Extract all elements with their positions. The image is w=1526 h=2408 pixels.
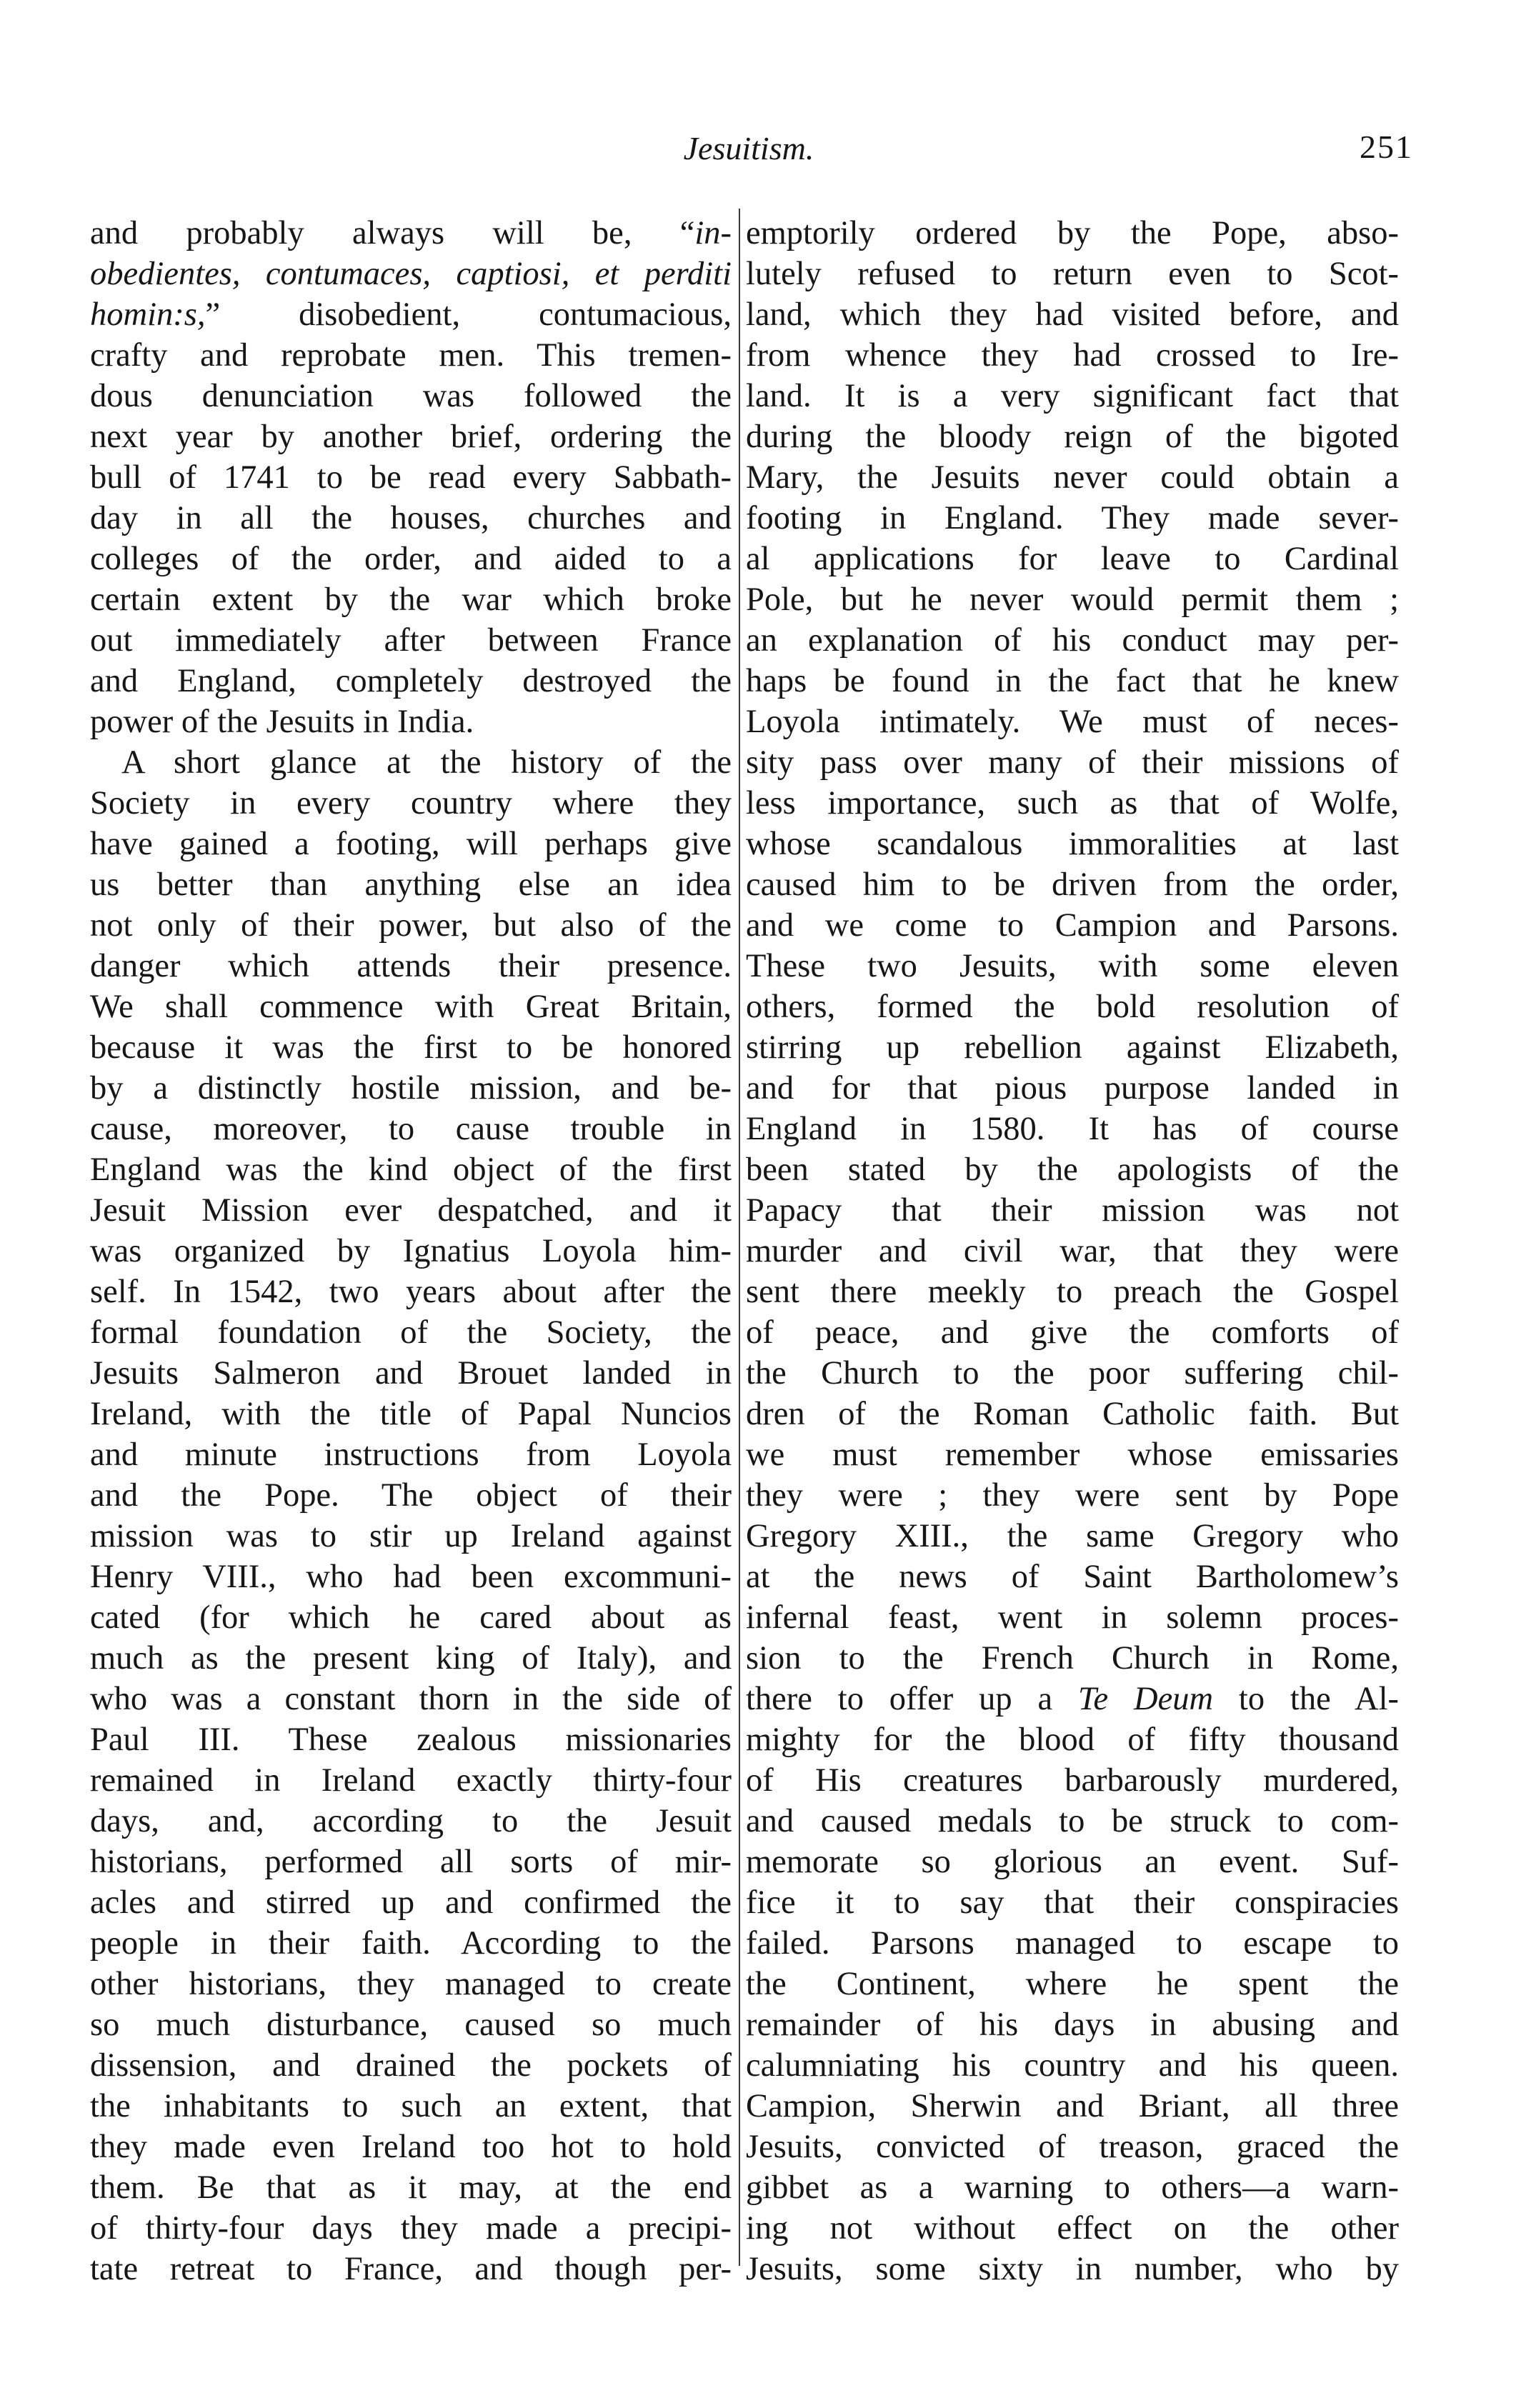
line-text: gibbet as a warning to others—a warn- [746,2169,1399,2206]
text-line [746,2127,1399,2167]
line-text: dissension, and drained the pockets of [90,2047,732,2084]
text-line [90,1557,732,1597]
text-line [90,1475,732,1516]
line-text: ” disobedient, contumacious, [205,296,732,333]
text-line [746,1923,1399,1964]
line-text: they were ; they were sent by Pope [746,1477,1399,1514]
line-text: during the bloody reign of the bigoted [746,419,1399,455]
line-text: remainder of his days in abusing and [746,2007,1399,2043]
line-text: at the news of Saint Bartholomew’s [746,1559,1399,1595]
line-text: was organized by Ignatius Loyola him- [90,1233,732,1269]
text-line [90,2127,732,2167]
line-text: and caused medals to be struck to com- [746,1803,1399,1839]
line-text: lutely refused to return even to Scot- [746,256,1399,292]
line-text: mission was to stir up Ireland against [90,1518,732,1554]
text-line [90,1312,732,1353]
line-text: dren of the Roman Catholic faith. But [746,1396,1399,1432]
text-line [746,1149,1399,1190]
text-line [746,416,1399,457]
text-line [90,1964,732,2004]
text-line [746,1353,1399,1394]
line-text: day in all the houses, churches and [90,500,732,536]
text-line [746,254,1399,294]
text-line [746,1394,1399,1434]
text-line [746,701,1399,742]
text-line [746,1597,1399,1638]
line-text: an explanation of his conduct may per- [746,622,1399,659]
text-line [90,539,732,579]
line-text: Jesuits Salmeron and Brouet landed in [90,1355,732,1392]
line-text: danger which attends their presence. [90,948,732,984]
text-line [90,783,732,824]
text-line [746,1231,1399,1272]
text-line [90,1842,732,1882]
line-text: cated (for which he cared about as [90,1599,732,1636]
text-line [746,2208,1399,2249]
text-line [90,905,732,946]
line-text: us better than anything else an idea [90,866,732,903]
right-column [746,213,1399,2289]
italic-text: obedientes, contumaces, captiosi, et perditi [90,256,732,292]
line-text: England was the kind object of the first [90,1151,732,1188]
line-text: Pole, but he never would permit them ; [746,581,1399,618]
line-text: stirring up rebellion against Elizabeth, [746,1029,1399,1066]
text-line [90,701,732,742]
text-line [746,498,1399,539]
text-line [90,2045,732,2086]
line-text: tate retreat to France, and though per- [90,2251,732,2287]
line-text: and the Pope. The object of their [90,1477,732,1514]
text-line [746,1434,1399,1475]
line-text: next year by another brief, ordering the [90,419,732,455]
text-line [746,1679,1399,1719]
line-text: been stated by the apologists of the [746,1151,1399,1188]
text-line [746,2086,1399,2127]
line-text: Loyola intimately. We must of neces- [746,704,1399,740]
line-text: calumniating his country and his queen. [746,2047,1399,2084]
text-line [746,905,1399,946]
text-line [746,2004,1399,2045]
text-line [90,824,732,864]
line-text: the Church to the poor suffering chil- [746,1355,1399,1392]
text-line [90,2249,732,2289]
line-text: failed. Parsons managed to escape to [746,1925,1399,1962]
text-line [90,1597,732,1638]
text-line [90,1272,732,1312]
line-text: the Continent, where he spent the [746,1966,1399,2002]
text-line [90,1149,732,1190]
line-text: sion to the French Church in Rome, [746,1640,1399,1677]
line-text: so much disturbance, caused so much [90,2007,732,2043]
text-line [746,1027,1399,1068]
column-divider [739,209,740,2266]
italic-text: homin:s, [90,296,206,333]
text-line [746,1719,1399,1760]
left-column [90,213,732,2289]
text-line [90,1882,732,1923]
line-text: al applications for leave to Cardinal [746,541,1399,577]
text-line [90,1190,732,1231]
line-text: emptorily ordered by the Pope, abso- [746,215,1399,251]
line-text: colleges of the order, and aided to a [90,541,732,577]
text-line [746,1475,1399,1516]
line-text: because it was the first to be honored [90,1029,732,1066]
text-line [746,2249,1399,2289]
text-line [90,2004,732,2045]
text-line [90,579,732,620]
text-line [90,2086,732,2127]
line-text: we must remember whose emissaries [746,1437,1399,1473]
text-line [746,1760,1399,1801]
text-line [90,1027,732,1068]
line-text: them. Be that as it may, at the end [90,2169,732,2206]
line-text: Jesuits, some sixty in number, who by [746,2251,1399,2287]
line-text: remained in Ireland exactly thirty-four [90,1762,732,1799]
line-text: Ireland, with the title of Papal Nuncios [90,1396,732,1432]
text-line [90,1068,732,1109]
line-text: Campion, Sherwin and Briant, all three [746,2088,1399,2124]
text-line [746,1068,1399,1109]
text-line [746,457,1399,498]
line-text: other historians, they managed to create [90,1966,732,2002]
text-line [90,1679,732,1719]
text-line [90,2208,732,2249]
line-text: haps be found in the fact that he knew [746,663,1399,699]
line-text: Society in every country where they [90,785,732,821]
line-text: Mary, the Jesuits never could obtain a [746,459,1399,496]
text-line [746,986,1399,1027]
text-line [746,539,1399,579]
text-line [90,498,732,539]
line-text: out immediately after between France [90,622,732,659]
text-line [90,661,732,701]
line-text: infernal feast, went in solemn proces- [746,1599,1399,1636]
line-text: Jesuits, convicted of treason, graced the [746,2129,1399,2165]
text-line [746,1801,1399,1842]
running-title: Jesuitism. [683,130,814,166]
text-line [746,946,1399,986]
line-text: days, and, according to the Jesuit [90,1803,732,1839]
line-text: have gained a footing, will perhaps give [90,826,732,862]
text-line [746,1964,1399,2004]
text-line [90,1353,732,1394]
text-line [90,946,732,986]
text-line [90,1516,732,1557]
line-text: sent there meekly to preach the Gospel [746,1274,1399,1310]
text-line [746,1109,1399,1149]
text-line [90,294,732,335]
line-text: murder and civil war, that they were [746,1233,1399,1269]
line-text: cause, moreover, to cause trouble in [90,1111,732,1147]
text-line [90,1923,732,1964]
line-text: footing in England. They made sever- [746,500,1399,536]
text-line [746,1557,1399,1597]
line-text: historians, performed all sorts of mir- [90,1844,732,1880]
line-text: who was a constant thorn in the side of [90,1681,732,1717]
line-text: whose scandalous immoralities at last [746,826,1399,862]
line-text: and for that pious purpose landed in [746,1070,1399,1106]
text-line [90,2167,732,2208]
page-number: 251 [1360,129,1413,165]
line-text: less importance, such as that of Wolfe, [746,785,1399,821]
text-line [90,864,732,905]
text-line [746,1272,1399,1312]
line-text: and we come to Campion and Parsons. [746,907,1399,944]
text-line [90,254,732,294]
text-line [90,1719,732,1760]
text-line [90,986,732,1027]
line-text: Papacy that their mission was not [746,1192,1399,1229]
text-line [746,579,1399,620]
text-line [90,1109,732,1149]
text-line [90,1394,732,1434]
text-line [90,416,732,457]
line-text: formal foundation of the Society, the [90,1314,732,1351]
line-text: acles and stirred up and confirmed the [90,1884,732,1921]
text-line [90,213,732,254]
line-text: crafty and reprobate men. This tremen- [90,337,732,374]
text-line [746,661,1399,701]
line-text: of peace, and give the comforts of [746,1314,1399,1351]
line-text: and probably always will be, “ [90,215,695,251]
line-text: Gregory XIII., the same Gregory who [746,1518,1399,1554]
text-line [746,1312,1399,1353]
line-text: to the Al- [1213,1681,1399,1717]
line-text: fice it to say that their conspiracies [746,1884,1399,1921]
line-text: they made even Ireland too hot to hold [90,2129,732,2165]
text-line [90,1801,732,1842]
text-line [746,335,1399,376]
line-text: there to offer up a [746,1681,1078,1717]
text-line [746,376,1399,416]
line-text: people in their faith. According to the [90,1925,732,1962]
text-line [90,620,732,661]
text-line [90,1231,732,1272]
line-text: Henry VIII., who had been excommuni- [90,1559,732,1595]
line-text: sity pass over many of their missions of [746,744,1399,781]
text-line [90,1434,732,1475]
text-line [90,457,732,498]
line-text: memorate so glorious an event. Suf- [746,1844,1399,1880]
text-line [90,742,732,783]
text-line [746,783,1399,824]
text-line [746,1842,1399,1882]
text-line [90,1760,732,1801]
line-text: not only of their power, but also of the [90,907,732,944]
line-text: ing not without effect on the other [746,2210,1399,2247]
line-text: land, which they had visited before, and [746,296,1399,333]
text-line [746,1516,1399,1557]
line-text: land. It is a very significant fact that [746,378,1399,414]
text-line [746,742,1399,783]
line-text: England in 1580. It has of course [746,1111,1399,1147]
text-line [746,1190,1399,1231]
line-text: Jesuit Mission ever despatched, and it [90,1192,732,1229]
text-line [746,213,1399,254]
line-text: bull of 1741 to be read every Sabbath- [90,459,732,496]
line-text: power of the Jesuits in India. [90,704,474,740]
text-line [90,335,732,376]
line-text: self. In 1542, two years about after the [90,1274,732,1310]
italic-text: Te Deum [1077,1681,1214,1717]
line-text: of His creatures barbarously murdered, [746,1762,1399,1799]
italic-text: in- [694,215,732,251]
line-text: A short glance at the history of the [121,744,732,781]
line-text: much as the present king of Italy), and [90,1640,732,1677]
line-text: from whence they had crossed to Ire- [746,337,1399,374]
line-text: dous denunciation was followed the [90,378,732,414]
line-text: Paul III. These zealous missionaries [90,1722,732,1758]
line-text: by a distinctly hostile mission, and be- [90,1070,732,1106]
text-line [746,2045,1399,2086]
text-line [746,620,1399,661]
line-text: others, formed the bold resolution of [746,989,1399,1025]
line-text: These two Jesuits, with some eleven [746,948,1399,984]
line-text: and England, completely destroyed the [90,663,732,699]
text-line [90,376,732,416]
line-text: mighty for the blood of fifty thousand [746,1722,1399,1758]
line-text: caused him to be driven from the order, [746,866,1399,903]
line-text: We shall commence with Great Britain, [90,989,732,1025]
line-text: and minute instructions from Loyola [90,1437,732,1473]
text-line [90,1638,732,1679]
line-text: of thirty-four days they made a precipi- [90,2210,732,2247]
line-text: the inhabitants to such an extent, that [90,2088,732,2124]
text-line [746,824,1399,864]
text-line [746,2167,1399,2208]
text-line [746,1638,1399,1679]
line-text: certain extent by the war which broke [90,581,732,618]
text-line [746,294,1399,335]
text-line [746,864,1399,905]
text-line [746,1882,1399,1923]
